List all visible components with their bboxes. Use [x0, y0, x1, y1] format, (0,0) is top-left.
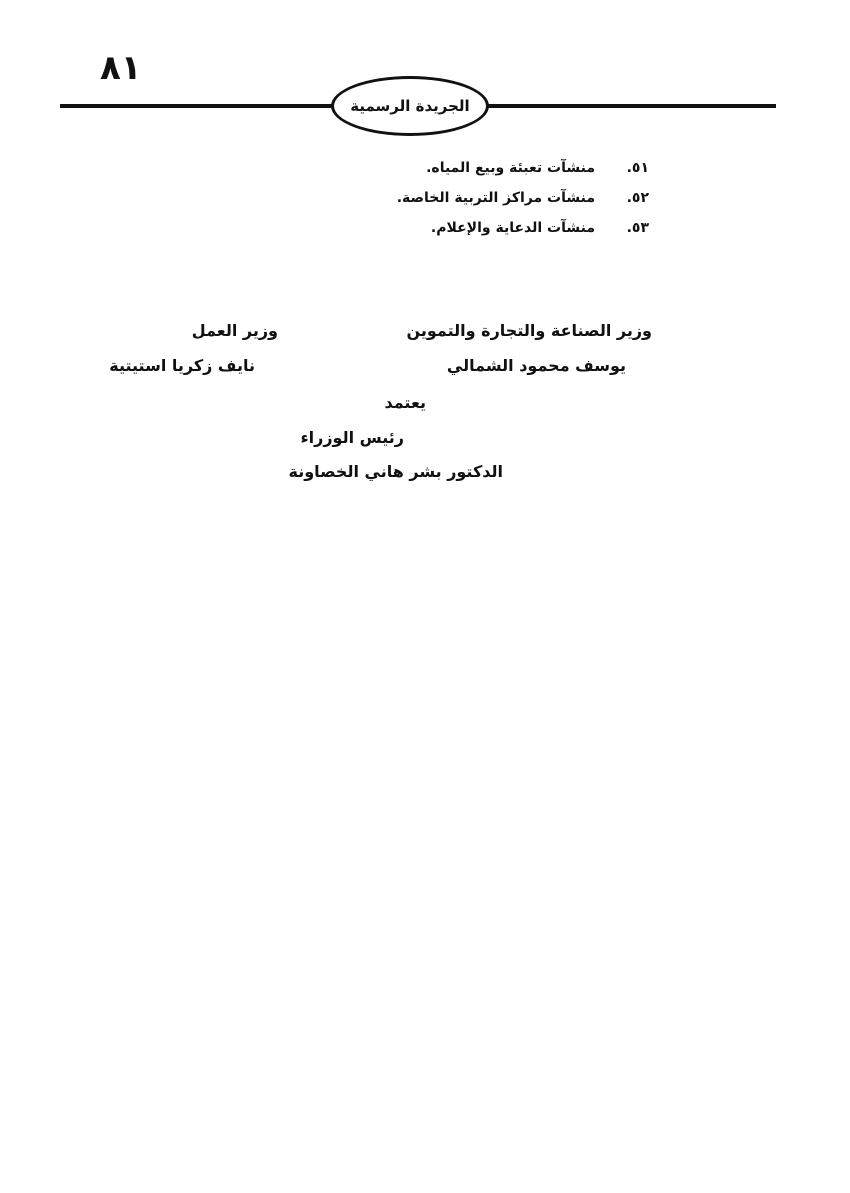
list-item-text: منشآت الدعاية والإعلام.	[430, 220, 595, 236]
header-oval	[331, 76, 489, 136]
minister-industry-name: يوسف محمود الشمالي	[446, 356, 626, 375]
list-item	[397, 190, 649, 220]
page-number: ٨١	[100, 48, 142, 88]
list-item-number: ٥٢.	[626, 190, 649, 206]
list-item	[397, 160, 649, 190]
minister-labor-name: نايف زكريا استيتية	[109, 356, 255, 375]
approval-label: يعتمد	[384, 393, 426, 412]
list-item-number: ٥٣.	[626, 220, 649, 236]
list-item	[397, 220, 649, 250]
minister-industry-title: وزير الصناعة والتجارة والتموين	[406, 321, 652, 340]
minister-labor-title: وزير العمل	[191, 321, 278, 340]
prime-minister-title: رئيس الوزراء	[300, 428, 404, 447]
list-item-text: منشآت تعبئة وبيع المياه.	[426, 160, 595, 176]
list-item-number: ٥١.	[626, 160, 649, 176]
numbered-list	[397, 160, 649, 250]
list-item-text: منشآت مراكز التربية الخاصة.	[396, 190, 595, 206]
prime-minister-name: الدكتور بشر هاني الخصاونة	[288, 462, 503, 481]
gazette-title: الجريدة الرسمية	[350, 97, 470, 115]
